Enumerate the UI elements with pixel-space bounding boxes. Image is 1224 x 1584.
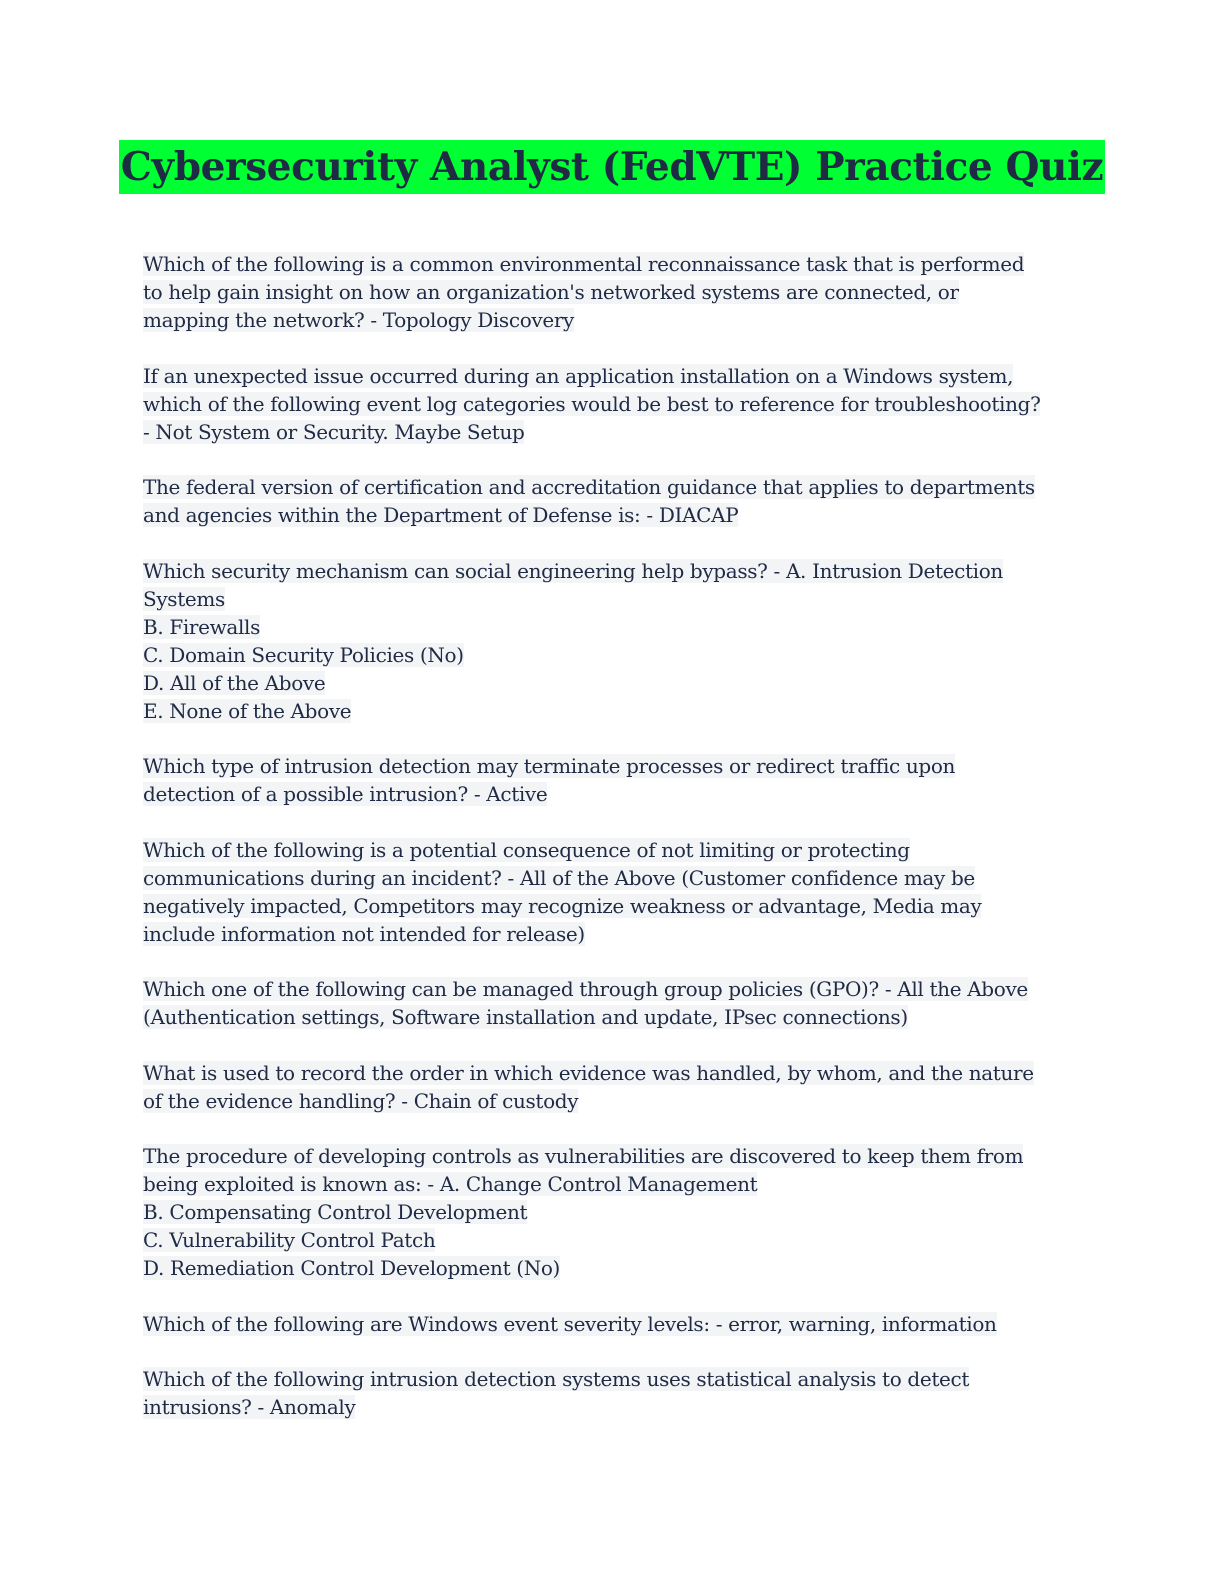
quiz-line [143,1087,1083,1115]
quiz-line [143,473,1083,501]
quiz-line-text: (Authentication settings, Software installation and update, IPsec connections) [143,1005,908,1029]
quiz-line [143,390,1083,418]
quiz-line [143,613,1083,641]
quiz-line [143,1142,1083,1170]
quiz-item [143,1310,1083,1338]
quiz-line [143,1254,1083,1282]
quiz-line-text: which of the following event log categories would be best to reference for troubleshooting? [143,391,1041,416]
quiz-line [143,1310,1083,1338]
quiz-line-text: C. Vulnerability Control Patch [143,1228,436,1252]
quiz-line-text: What is used to record the order in which evidence was handled, by whom, and the nature [143,1060,1034,1085]
quiz-item [143,1365,1083,1421]
quiz-line-text: D. Remediation Control Development (No) [143,1256,561,1280]
quiz-line [143,1198,1083,1226]
quiz-line-text: to help gain insight on how an organization's networked systems are connected, or [143,280,959,304]
quiz-line-text: Which of the following intrusion detection systems uses statistical analysis to detect [143,1367,970,1391]
quiz-line-text: Which of the following is a common environmental reconnaissance task that is performed [143,252,1025,276]
quiz-line [143,892,1083,920]
quiz-item [143,975,1083,1031]
quiz-line-text: of the evidence handling? - Chain of custody [143,1088,579,1113]
quiz-line [143,250,1083,278]
quiz-line-text: Which of the following is a potential consequence of not limiting or protecting [143,837,910,862]
quiz-line-text: Which of the following are Windows event severity levels: - error, warning, information [143,1311,997,1336]
quiz-line [143,780,1083,808]
quiz-line [143,1226,1083,1254]
quiz-line-text: The federal version of certification and accreditation guidance that applies to departments [143,475,1035,499]
quiz-line-text: detection of a possible intrusion? - Active [143,782,548,806]
quiz-item [143,250,1083,334]
quiz-line [143,1170,1083,1198]
quiz-item [143,1142,1083,1282]
quiz-line [143,557,1083,585]
quiz-line [143,1059,1083,1087]
quiz-line-text: Which security mechanism can social engineering help bypass? - A. Intrusion Detection [143,558,1003,583]
quiz-line-text: being exploited is known as: - A. Change Control Management [143,1172,758,1196]
quiz-line-text: If an unexpected issue occurred during an application installation on a Windows system, [143,363,1014,388]
quiz-line-text: mapping the network? - Topology Discovery [143,308,574,332]
quiz-line [143,641,1083,669]
quiz-line [143,836,1083,864]
quiz-line-text: E. None of the Above [143,698,352,723]
quiz-line-text: intrusions? - Anomaly [143,1395,356,1419]
quiz-line-text: C. Domain Security Policies (No) [143,642,464,667]
quiz-line [143,697,1083,725]
quiz-line-text: B. Compensating Control Development [143,1200,528,1224]
quiz-line-text: The procedure of developing controls as vulnerabilities are discovered to keep them from [143,1144,1024,1168]
quiz-line-text: Which type of intrusion detection may terminate processes or redirect traffic upon [143,754,956,778]
quiz-item [143,836,1083,948]
quiz-line [143,975,1083,1003]
quiz-line [143,752,1083,780]
quiz-item [143,473,1083,529]
document-title: Cybersecurity Analyst (FedVTE) Practice Quiz [119,140,1105,194]
quiz-line [143,669,1083,697]
quiz-line-text: D. All of the Above [143,670,326,695]
quiz-line [143,920,1083,948]
quiz-line [143,306,1083,334]
quiz-line [143,1393,1083,1421]
quiz-line [143,864,1083,892]
quiz-line-text: and agencies within the Department of Defense is: - DIACAP [143,503,739,527]
quiz-content [143,250,1083,1449]
quiz-line [143,418,1083,446]
title-block [0,140,1224,194]
quiz-line-text: - Not System or Security. Maybe Setup [143,419,525,444]
quiz-line [143,278,1083,306]
quiz-item [143,752,1083,808]
quiz-line-text: Systems [143,586,225,611]
quiz-line [143,1003,1083,1031]
quiz-line [143,362,1083,390]
quiz-line-text: communications during an incident? - All of the Above (Customer confidence may be [143,865,975,890]
quiz-line-text: Which one of the following can be managed through group policies (GPO)? - All the Above [143,977,1028,1001]
quiz-item [143,362,1083,446]
quiz-line [143,1365,1083,1393]
quiz-line-text: include information not intended for release) [143,921,585,946]
quiz-item [143,557,1083,725]
quiz-line-text: negatively impacted, Competitors may recognize weakness or advantage, Media may [143,893,982,918]
quiz-line [143,585,1083,613]
quiz-line-text: B. Firewalls [143,614,260,639]
quiz-item [143,1059,1083,1115]
quiz-line [143,501,1083,529]
